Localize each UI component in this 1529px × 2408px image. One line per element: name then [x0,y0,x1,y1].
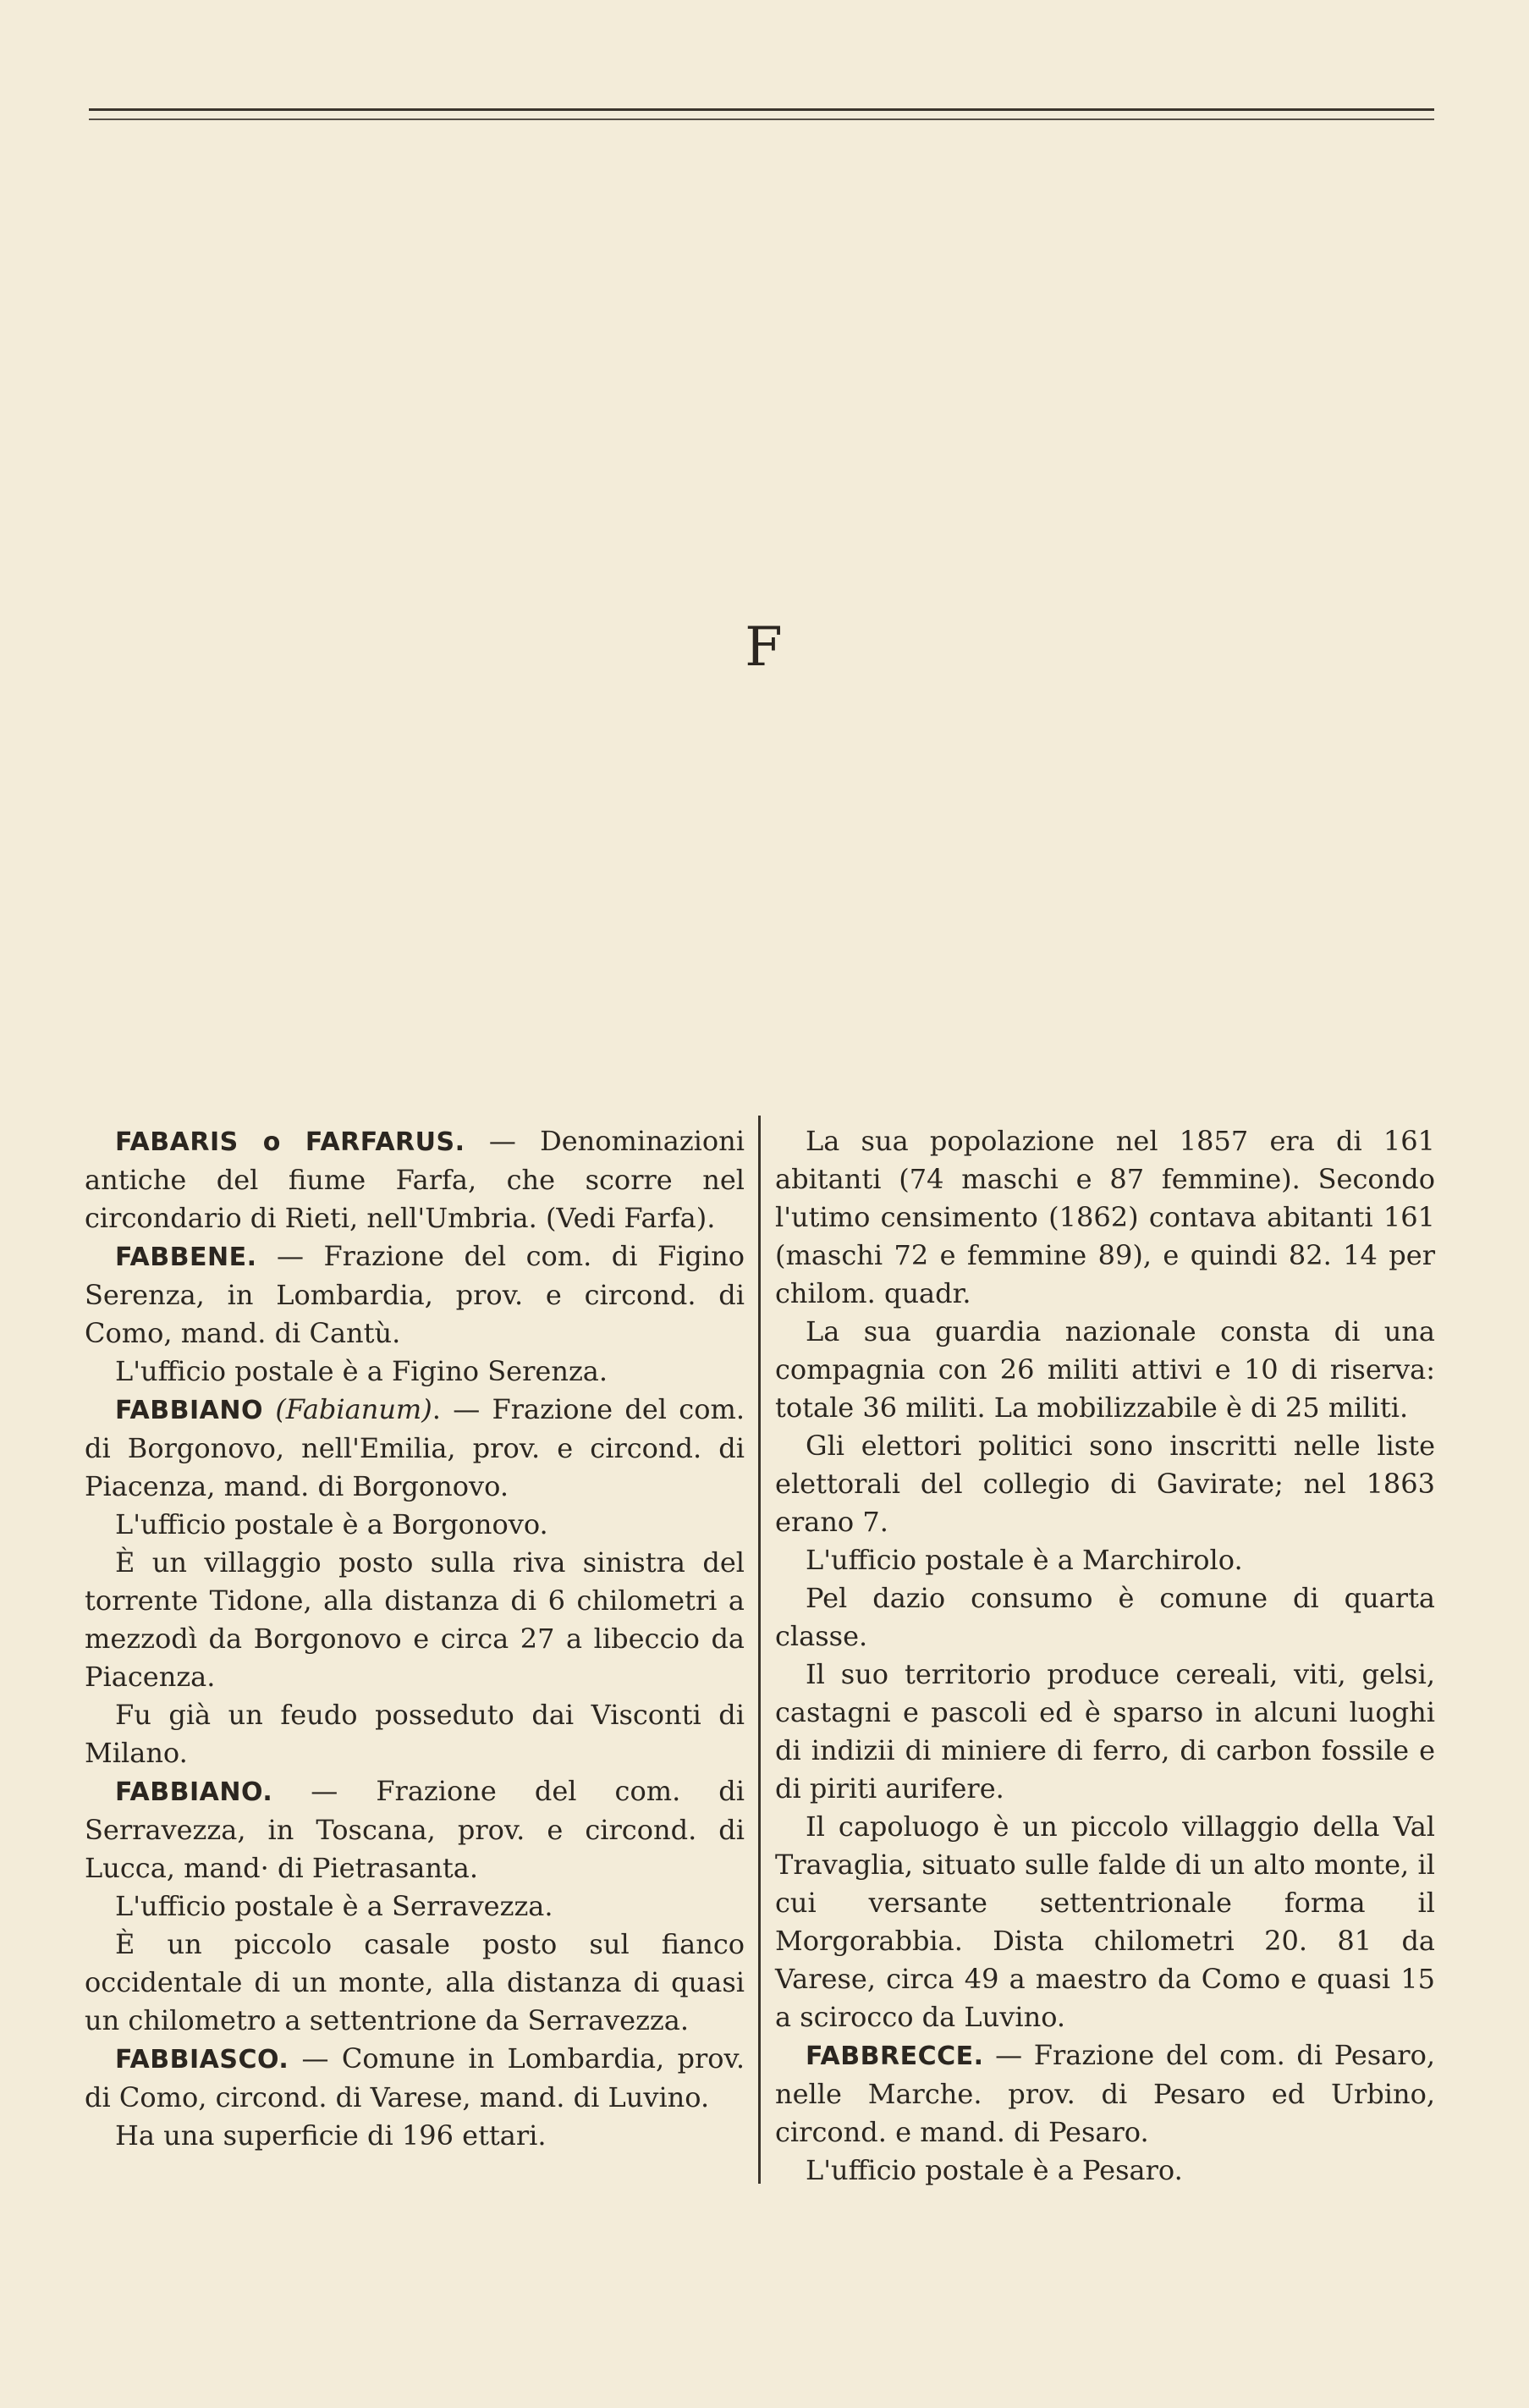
entry-text: L'ufficio postale è a Marchirolo. [806,1544,1243,1576]
paragraph [775,2152,1435,2190]
section-letter: F [745,616,784,679]
paragraph [85,1926,745,2040]
paragraph [85,1353,745,1391]
entry-text: La sua guardia nazionale consta di una compagnia con 26 militi attivi e 10 di riserva: totale 36 militi. La mobilizzabile è di 25 militi. [775,1315,1435,1424]
entry-text: L'ufficio postale è a Borgonovo. [115,1508,548,1540]
entry-headword: FABBIANO. [115,1777,273,1807]
entry-headword: FABARIS o FARFARUS. [115,1127,465,1157]
dictionary-entry [85,1391,745,1506]
entry-text: L'ufficio postale è a Pesaro. [806,2154,1183,2186]
entry-text: Pel dazio consumo è comune di quarta classe. [775,1582,1435,1652]
entry-headword: FABBENE. [115,1243,257,1272]
paragraph [775,1313,1435,1427]
entry-headword: FABBIANO [115,1396,263,1425]
top-rule-secondary [89,118,1434,120]
entry-text: — Frazione del com. di Pesaro, nelle Marche. prov. di Pesaro ed Urbino, circond. e mand. di Pesaro. [775,2039,1436,2148]
entry-headword: FABBRECCE. [806,2042,984,2071]
entry-text: È un piccolo casale posto sul fianco occidentale di un monte, alla distanza di quasi un chilometro a settentrione da Serravezza. [85,1928,745,2036]
paragraph [85,2117,745,2155]
entry-text: L'ufficio postale è a Serravezza. [115,1890,553,1922]
right-column [775,1122,1435,2190]
entry-text: Fu già un feudo posseduto dai Visconti di Milano. [85,1699,745,1769]
entry-text: Il suo territorio produce cereali, viti, gelsi, castagni e pascoli ed è sparso in alcuni luoghi di indizii di miniere di ferro, di carbon fossile e di piriti aurifere. [775,1658,1435,1805]
paragraph [85,1506,745,1544]
entry-text: — Frazione del com. di Serravezza, in Toscana, prov. e circond. di Lucca, mand· di Pietrasanta. [85,1775,745,1884]
dictionary-entry [85,1122,745,1237]
entry-headword: FABBIASCO. [115,2045,289,2075]
entry-text: Ha una superficie di 196 ettari. [115,2119,547,2152]
paragraph [85,1544,745,1696]
paragraph [775,1808,1435,2036]
paragraph [775,1579,1435,1656]
entry-text: Gli elettori politici sono inscritti nelle liste elettorali del collegio di Gavirate; nel 1863 erano 7. [775,1430,1435,1538]
dictionary-entry [85,2040,745,2117]
top-rule [89,108,1434,111]
dictionary-entry [775,2036,1435,2152]
column-divider [758,1116,761,2184]
entry-text: — Comune in Lombardia, prov. di Como, circond. di Varese, mand. di Luvino. [85,2042,745,2113]
paragraph [775,1122,1435,1313]
paragraph [775,1541,1435,1579]
entry-text: — Frazione del com. di Figino Serenza, in Lombardia, prov. e circond. di Como, mand. di Cantù. [85,1240,745,1349]
dictionary-entry [85,1772,745,1887]
paragraph [775,1427,1435,1541]
entry-text: La sua popolazione nel 1857 era di 161 abitanti (74 maschi e 87 femmine). Secondo l'utimo censimento (1862) contava abitanti 161 (maschi 72 e femmine 89), e quindi 82. 14 per chilom. quadr. [775,1125,1435,1309]
paragraph [85,1887,745,1926]
latin-name: (Fabianum) [275,1393,432,1425]
dictionary-entry [85,1237,745,1353]
entry-text: L'ufficio postale è a Figino Serenza. [115,1355,608,1387]
entry-text: . — Frazione del com. di Borgonovo, nell'Emilia, prov. e circond. di Piacenza, mand. di Borgonovo. [85,1393,745,1502]
entry-text: — Denominazioni antiche del fiume Farfa, che scorre nel circondario di Rieti, nell'Umbria. (Vedi Farfa). [85,1125,745,1234]
paragraph [775,1656,1435,1808]
entry-text: È un villaggio posto sulla riva sinistra del torrente Tidone, alla distanza di 6 chilometri a mezzodì da Borgonovo e circa 27 a libeccio da Piacenza. [85,1546,745,1693]
entry-text: Il capoluogo è un piccolo villaggio della Val Travaglia, situato sulle falde di un alto monte, il cui versante settentrionale forma il Morgorabbia. Dista chilometri 20. 81 da Varese, circa 49 a maestro da Como e quasi 15 a scirocco da Luvino. [775,1810,1435,2033]
paragraph [85,1696,745,1772]
left-column [85,1122,745,2155]
